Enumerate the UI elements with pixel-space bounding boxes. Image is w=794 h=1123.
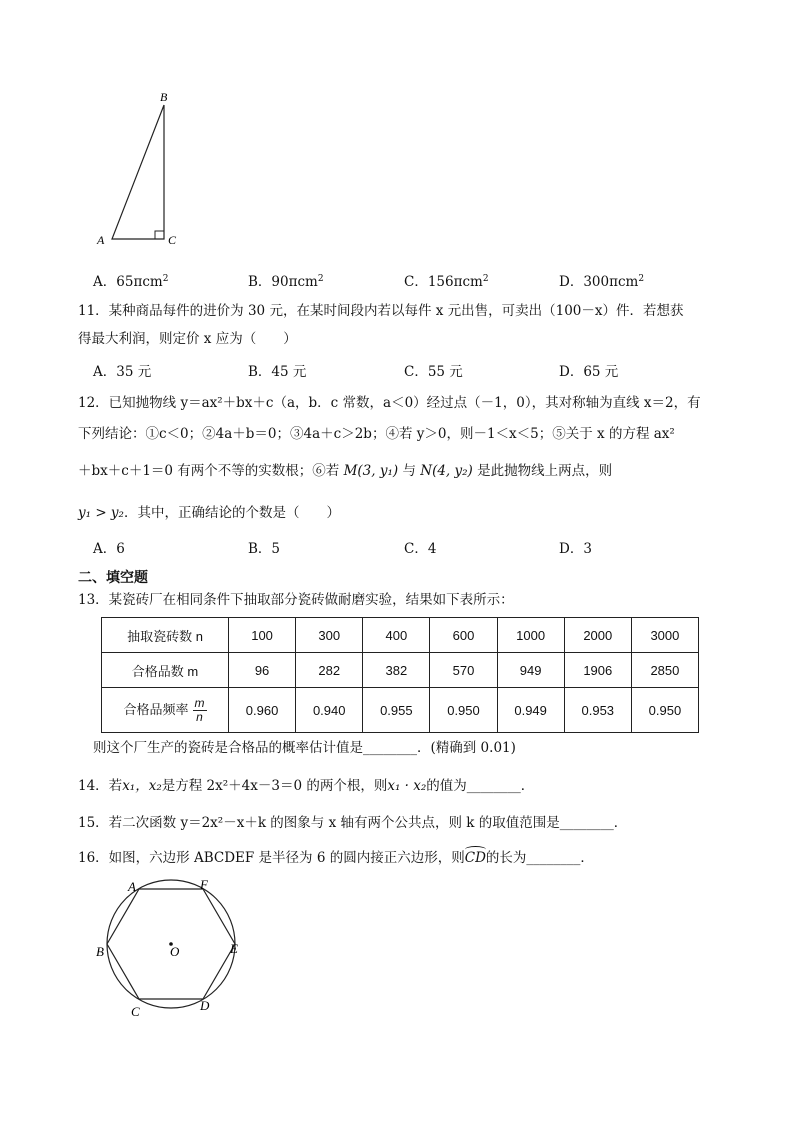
q10-option-a[interactable]: A．65πcm$^2$ xyxy=(93,274,169,290)
hex-label-a: A xyxy=(128,879,136,894)
table-cell: 600 xyxy=(430,618,497,653)
table-row xyxy=(102,653,699,688)
table-cell: 0.960 xyxy=(229,688,296,733)
q10-option-c[interactable]: C．156πcm$^2$ xyxy=(404,274,489,290)
q11-option-c[interactable]: C．55 元 xyxy=(404,364,463,380)
table-row xyxy=(102,688,699,733)
hex-label-e: E xyxy=(230,941,238,956)
q12-line-1: 12．已知抛物线 y＝ax²＋bx＋c（a，b．c 常数，a＜0）经过点（－1，0），其对称轴为直线 x＝2，有 xyxy=(78,395,701,411)
triangle-label-c: C xyxy=(168,233,177,247)
q11-line-1: 11．某种商品每件的进价为 30 元，在某时间段内若以每件 x 元出售，可卖出（100－x）件．若想获 xyxy=(78,303,684,319)
q12-option-c[interactable]: C．4 xyxy=(404,541,437,557)
section-title: 二、填空题 xyxy=(78,570,148,586)
q11-line-2: 得最大利润，则定价 x 应为（ ） xyxy=(78,331,297,347)
hex-label-o: O xyxy=(170,944,180,959)
q12-option-d[interactable]: D．3 xyxy=(559,541,592,557)
q13-table xyxy=(101,617,699,733)
q15-line: 15．若二次函数 y＝2x²－x＋k 的图象与 x 轴有两个公共点，则 k 的取值范围是________． xyxy=(78,815,628,831)
right-angle-mark xyxy=(155,231,164,239)
point-n: N(4, y₂) xyxy=(420,463,473,479)
roots-product: x₁ · x₂ xyxy=(387,778,427,794)
hexagon-figure xyxy=(90,874,250,1024)
table-cell: 949 xyxy=(497,653,564,688)
table-cell: 400 xyxy=(363,618,430,653)
q12-option-a[interactable]: A．6 xyxy=(93,541,125,557)
table-cell: 96 xyxy=(229,653,296,688)
q11-option-b[interactable]: B．45 元 xyxy=(248,364,307,380)
q11-option-a[interactable]: A．35 元 xyxy=(93,364,152,380)
q16-line: 16．如图，六边形 ABCDEF 是半径为 6 的圆内接正六边形，则CD的长为________． xyxy=(78,850,594,866)
q10-option-d[interactable]: D．300πcm$^2$ xyxy=(559,274,645,290)
arc-cd: CD xyxy=(464,850,486,866)
q12-option-b[interactable]: B．5 xyxy=(248,541,281,557)
q14-line: 14．若x₁，x₂是方程 2x²＋4x－3＝0 的两个根，则x₁ · x₂的值为________． xyxy=(78,778,535,794)
q11-option-d[interactable]: D．65 元 xyxy=(559,364,619,380)
q13-intro: 13．某瓷砖厂在相同条件下抽取部分瓷砖做耐磨实验，结果如下表所示： xyxy=(78,592,514,608)
table-cell: 0.953 xyxy=(564,688,631,733)
q12-line-4: y₁ > y₂．其中，正确结论的个数是（ ） xyxy=(78,505,340,521)
triangle-shape xyxy=(112,105,164,239)
triangle-label-a: A xyxy=(97,233,105,247)
table-cell: 570 xyxy=(430,653,497,688)
table-cell: 0.950 xyxy=(631,688,698,733)
table-cell: 300 xyxy=(296,618,363,653)
table-row xyxy=(102,618,699,653)
table-cell: 282 xyxy=(296,653,363,688)
hex-label-b: B xyxy=(96,944,104,959)
table-cell: 2000 xyxy=(564,618,631,653)
table-cell: 0.949 xyxy=(497,688,564,733)
table-cell: 1000 xyxy=(497,618,564,653)
table-cell: 1906 xyxy=(564,653,631,688)
hex-label-f: F xyxy=(200,877,208,892)
table-cell: 100 xyxy=(229,618,296,653)
table-cell: 3000 xyxy=(631,618,698,653)
triangle-figure xyxy=(90,86,200,252)
q12-line-2: 下列结论：①c＜0；②4a＋b＝0；③4a＋c＞2b；④若 y＞0，则－1＜x＜5；⑤关于 x 的方程 ax² xyxy=(78,426,675,442)
table-cell: 382 xyxy=(363,653,430,688)
q13-tail: 则这个厂生产的瓷砖是合格品的概率估计值是________．(精确到 0.01) xyxy=(93,740,516,756)
row-label-n: 抽取瓷砖数 n xyxy=(102,618,229,653)
fraction-m-over-n: $\frac{m}{n}$ xyxy=(194,695,205,724)
row-label-m: 合格品数 m xyxy=(102,653,229,688)
table-cell: 2850 xyxy=(631,653,698,688)
hex-label-d: D xyxy=(200,998,210,1013)
triangle-label-b: B xyxy=(160,90,168,104)
inequality: y₁ > y₂ xyxy=(78,505,124,521)
hex-label-c: C xyxy=(131,1004,140,1019)
row-label-freq: 合格品频率 $\frac{m}{n}$ xyxy=(102,688,229,733)
q10-option-b[interactable]: B．90πcm$^2$ xyxy=(248,274,324,290)
table-cell: 0.940 xyxy=(296,688,363,733)
roots: x₁，x₂ xyxy=(122,778,162,794)
q12-line-3: ＋bx＋c＋1＝0 有两个不等的实数根；⑥若 M(3, y₁) 与 N(4, y₂) 是此抛物线上两点，则 xyxy=(78,463,613,479)
table-cell: 0.955 xyxy=(363,688,430,733)
table-cell: 0.950 xyxy=(430,688,497,733)
point-m: M(3, y₁) xyxy=(343,463,399,479)
